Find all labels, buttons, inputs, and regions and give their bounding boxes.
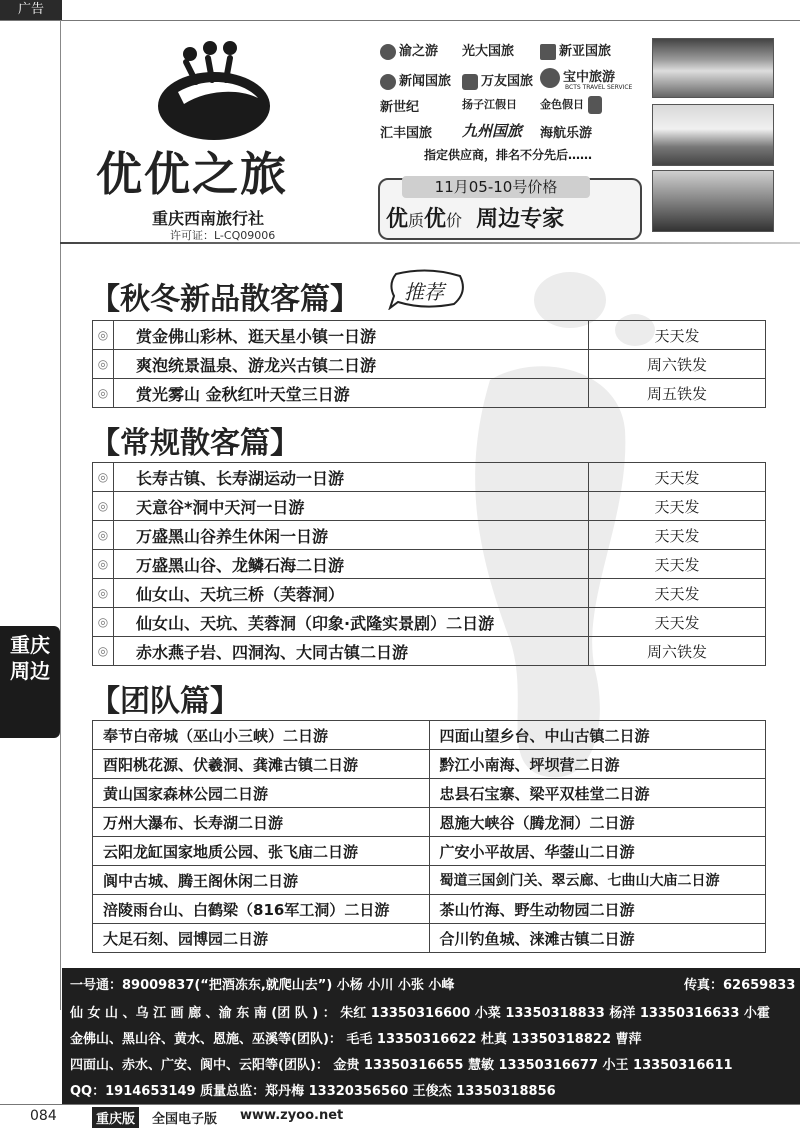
- price-date: 11月05-10号价格: [402, 176, 590, 198]
- team-tour-name: 云阳龙缸国家地质公园、张飞庙二日游: [93, 837, 430, 866]
- table-row: [93, 550, 766, 579]
- tour-schedule: 天天发: [589, 321, 766, 350]
- lotus-icon: [380, 44, 396, 60]
- supplier-logo: 新亚国旅: [540, 40, 611, 60]
- bullet-icon: ◎: [93, 521, 114, 550]
- ad-tag: 广告: [0, 0, 62, 20]
- table-row: [93, 608, 766, 637]
- footprint-logo-icon: [150, 32, 300, 142]
- waterfall-photo: [652, 38, 774, 98]
- contact-fax: 传真：62659833: [684, 978, 796, 993]
- team-tour-name: 阆中古城、腾王阁休闲二日游: [93, 866, 430, 895]
- supplier-logo: 扬子江假日: [462, 98, 517, 111]
- supplier-note: 指定供应商，排名不分先后……: [424, 148, 593, 162]
- website-link[interactable]: www.zyoo.net: [240, 1108, 344, 1123]
- tour-name: 仙女山、天坑、芙蓉洞（印象·武隆实景剧）二日游: [114, 608, 589, 637]
- autumn-tour-table: [92, 320, 766, 408]
- contact-hotline: 一号通：89009837(“把酒冻东,就爬山去”) 小杨 小川 小张 小峰: [70, 978, 455, 993]
- team-tour-name: 忠县石宝寨、梁平双桂堂二日游: [429, 779, 766, 808]
- table-row: [93, 837, 766, 866]
- supplier-logo: 九州国旅: [462, 122, 523, 140]
- team-tour-table: [92, 720, 766, 953]
- tour-name: 长寿古镇、长寿湖运动一日游: [114, 463, 589, 492]
- team-tour-name: 广安小平故居、华蓥山二日游: [429, 837, 766, 866]
- tour-name: 爽泡统景温泉、游龙兴古镇二日游: [114, 350, 589, 379]
- supplier-logo: 渝之游: [380, 40, 438, 60]
- supplier-logo: 光大国旅: [462, 44, 515, 59]
- page-number: 084: [30, 1108, 57, 1124]
- tour-schedule: 周六铁发: [589, 350, 766, 379]
- header-divider: [60, 242, 800, 244]
- globe-icon: [380, 74, 396, 90]
- table-row: [93, 721, 766, 750]
- table-row: [93, 350, 766, 379]
- license-number: 许可证：L-CQ09006: [170, 229, 276, 242]
- wave-icon: [462, 74, 478, 90]
- brand-name: 优优之旅: [96, 147, 288, 201]
- contact-row: 四面山、赤水、广安、阆中、云阳等(团队)： 金贵 13350316655 慧敏 13350316677 小王 13350316611: [70, 1058, 733, 1073]
- tour-schedule: 天天发: [589, 463, 766, 492]
- contact-row: 仙 女 山 、乌 江 画 廊 、渝 东 南 (团 队 ) ： 朱红 13350316600 小菜 13350318833 杨洋 13350316633 小霍: [70, 1006, 770, 1021]
- team-tour-name: 四面山望乡台、中山古镇二日游: [429, 721, 766, 750]
- team-tour-name: 茶山竹海、野生动物园二日游: [429, 895, 766, 924]
- supplier-logo: 金色假日: [540, 96, 605, 114]
- table-row: [93, 521, 766, 550]
- tour-schedule: 天天发: [589, 608, 766, 637]
- side-tab-line: 重庆: [10, 633, 50, 657]
- team-tour-name: 酉阳桃花源、伏羲洞、龚滩古镇二日游: [93, 750, 430, 779]
- supplier-logo: 海航乐游: [540, 126, 593, 141]
- b-swirl-icon: [540, 68, 560, 88]
- supplier-logo: 新闻国旅: [380, 70, 451, 90]
- team-tour-name: 万州大瀑布、长寿湖二日游: [93, 808, 430, 837]
- company-name: 重庆西南旅行社: [152, 209, 265, 228]
- table-row: [93, 750, 766, 779]
- emblem-icon: [588, 96, 602, 114]
- section-title-regular: 【常规散客篇】: [90, 426, 300, 461]
- tour-name: 仙女山、天坑三桥（芙蓉洞）: [114, 579, 589, 608]
- supplier-logo: 新世纪: [380, 100, 420, 115]
- tour-name: 赏金佛山彩林、逛天星小镇一日游: [114, 321, 589, 350]
- square-icon: [540, 44, 556, 60]
- tour-schedule: 天天发: [589, 492, 766, 521]
- table-row: [93, 637, 766, 666]
- tour-name: 赏光雾山 金秋红叶天堂三日游: [114, 379, 589, 408]
- tour-schedule: 周五铁发: [589, 379, 766, 408]
- table-row: [93, 866, 766, 895]
- table-row: [93, 463, 766, 492]
- supplier-sublabel: BCTS TRAVEL SERVICE: [565, 84, 633, 91]
- supplier-logo: 万友国旅: [462, 70, 533, 90]
- team-tour-name: 奉节白帝城（巫山小三峡）二日游: [93, 721, 430, 750]
- section-title-autumn: 【秋冬新品散客篇】: [90, 282, 360, 317]
- bullet-icon: ◎: [93, 550, 114, 579]
- tour-schedule: 天天发: [589, 521, 766, 550]
- table-row: [93, 808, 766, 837]
- tour-name: 万盛黑山谷养生休闲一日游: [114, 521, 589, 550]
- bullet-icon: ◎: [93, 492, 114, 521]
- grassland-horses-photo: [652, 104, 774, 166]
- supplier-logo: 宝中旅游: [540, 66, 615, 88]
- bullet-icon: ◎: [93, 350, 114, 379]
- bullet-icon: ◎: [93, 321, 114, 350]
- tour-schedule: 周六铁发: [589, 637, 766, 666]
- table-row: [93, 895, 766, 924]
- contact-row: QQ：1914653149 质量总监：郑丹梅 13320356560 王俊杰 13350318856: [70, 1084, 556, 1099]
- recommend-label: 推荐: [404, 280, 444, 304]
- table-row: [93, 379, 766, 408]
- team-tour-name: 恩施大峡谷（腾龙洞）二日游: [429, 808, 766, 837]
- section-title-team: 【团队篇】: [90, 684, 240, 719]
- e-edition-label: 全国电子版: [152, 1112, 218, 1127]
- table-row: [93, 321, 766, 350]
- tour-name: 赤水燕子岩、四洞沟、大同古镇二日游: [114, 637, 589, 666]
- tour-name: 万盛黑山谷、龙鳞石海二日游: [114, 550, 589, 579]
- tour-name: 天意谷*洞中天河一日游: [114, 492, 589, 521]
- team-tour-name: 大足石刻、园博园二日游: [93, 924, 430, 953]
- side-tab-line: 周边: [10, 659, 50, 683]
- tour-schedule: 天天发: [589, 579, 766, 608]
- tour-schedule: 天天发: [589, 550, 766, 579]
- team-tour-name: 黄山国家森林公园二日游: [93, 779, 430, 808]
- table-row: [93, 492, 766, 521]
- slogan: 优质优价 周边专家: [386, 207, 565, 232]
- bullet-icon: ◎: [93, 608, 114, 637]
- region-side-tab: [0, 626, 60, 738]
- regular-tour-table: [92, 462, 766, 666]
- bullet-icon: ◎: [93, 579, 114, 608]
- bullet-icon: ◎: [93, 637, 114, 666]
- bullet-icon: ◎: [93, 463, 114, 492]
- team-tour-name: 黔江小南海、坪坝营二日游: [429, 750, 766, 779]
- rock-peak-photo: [652, 170, 774, 232]
- edition-badge: 重庆版: [92, 1107, 139, 1128]
- team-tour-name: 涪陵雨台山、白鹤梁（816军工洞）二日游: [93, 895, 430, 924]
- team-tour-name: 蜀道三国剑门关、翠云廊、七曲山大庙二日游: [429, 866, 766, 895]
- table-row: [93, 924, 766, 953]
- table-row: [93, 779, 766, 808]
- table-row: [93, 579, 766, 608]
- contact-row: 金佛山、黑山谷、黄水、恩施、巫溪等(团队)： 毛毛 13350316622 杜真 13350318822 曹萍: [70, 1032, 642, 1047]
- bullet-icon: ◎: [93, 379, 114, 408]
- team-tour-name: 合川钓鱼城、涞滩古镇二日游: [429, 924, 766, 953]
- supplier-logo: 汇丰国旅: [380, 126, 433, 141]
